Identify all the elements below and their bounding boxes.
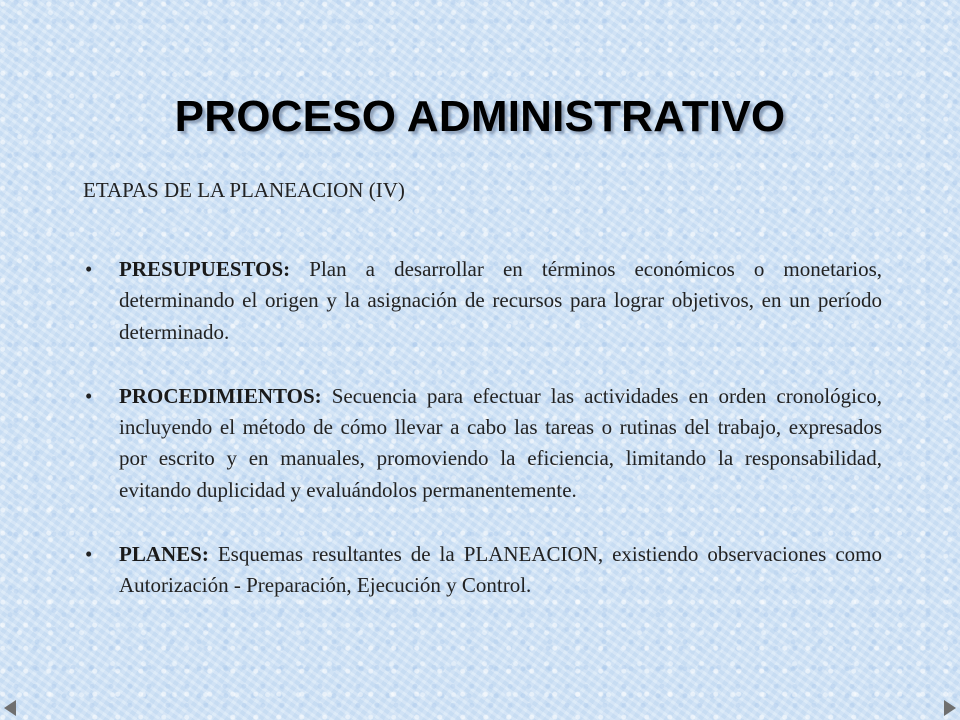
bullet-text: Esquemas resultantes de la PLANEACION, existiendo observaciones como Autorización - Preparación, Ejecución y Control. — [119, 542, 882, 598]
previous-slide-arrow-icon[interactable] — [4, 700, 16, 716]
bullet-text: Plan a desarrollar en términos económicos o monetarios, determinando el origen y la asignación de recursos para lograr objetivos, en un período determinado. — [119, 257, 882, 344]
bullet-list — [85, 254, 882, 635]
bullet-term: PROCEDIMIENTOS: — [119, 383, 322, 408]
slide-subtitle: ETAPAS DE LA PLANEACION (IV) — [83, 178, 405, 202]
bullet-planes — [85, 539, 882, 602]
slide-title: PROCESO ADMINISTRATIVO — [174, 92, 786, 141]
bullet-term: PRESUPUESTOS: — [119, 257, 291, 281]
bullet-term: PLANES: — [119, 542, 209, 567]
next-slide-arrow-icon[interactable] — [944, 700, 956, 716]
bullet-procedimientos — [85, 381, 882, 506]
bullet-presupuestos — [85, 254, 882, 348]
bullet-text: Secuencia para efectuar las actividades en orden cronológico, incluyendo el método de cómo llevar a cabo las tareas o rutinas del trabajo, expresados por escrito y en manuales, promoviendo la eficiencia, limitando la responsabilidad, evitando duplicidad y evaluándolos permanentemente. — [119, 383, 882, 502]
